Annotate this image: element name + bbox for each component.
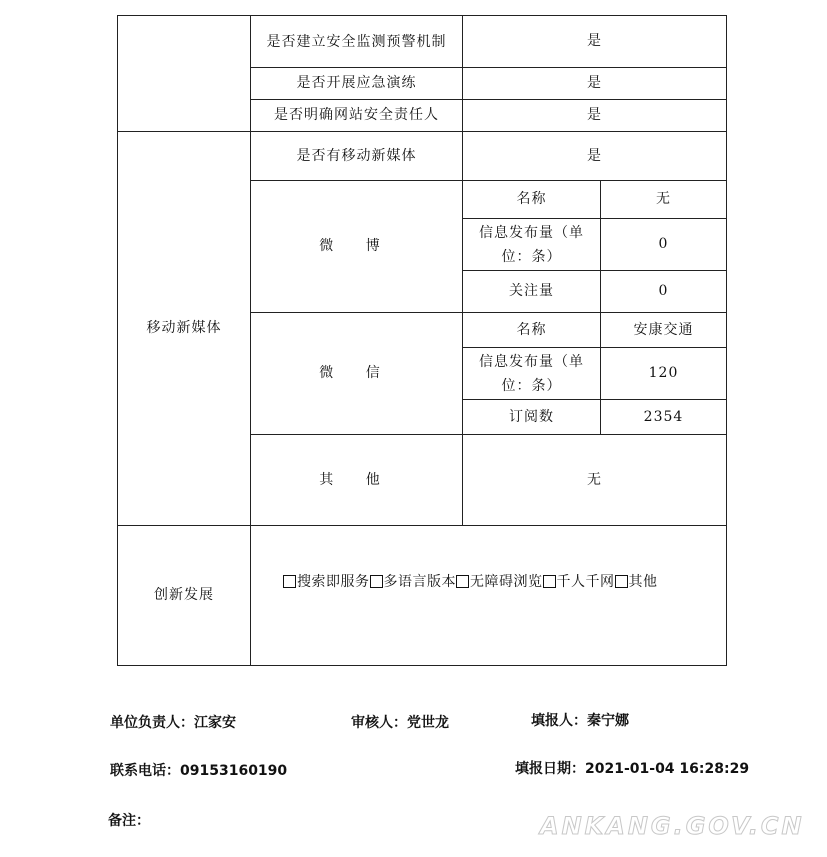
row-label: 是否明确网站安全责任人	[251, 100, 463, 132]
watermark: ANKANG.GOV.CN	[540, 812, 805, 840]
remark: 备注：	[108, 813, 150, 829]
row-value: 是	[463, 16, 727, 68]
other-label: 其 他	[251, 435, 463, 526]
empty-section-cell	[118, 16, 251, 132]
mobile-section-label: 移动新媒体	[118, 132, 251, 526]
weixin-sub-label: 订阅数	[463, 400, 601, 435]
weibo-name-value: 无	[601, 181, 727, 219]
weixin-posts-value: 120	[601, 348, 727, 400]
weibo-posts-label: 信息发布量（单位：条）	[463, 219, 601, 271]
option-label: 其他	[628, 574, 658, 590]
weibo-posts-value: 0	[601, 219, 727, 271]
filler: 填报人：秦宁娜	[531, 713, 629, 729]
reviewer: 审核人：党世龙	[351, 715, 449, 731]
option-label: 千人千网	[556, 574, 615, 590]
checkbox[interactable]	[543, 575, 556, 588]
fill-date: 填报日期：2021-01-04 16:28:29	[515, 761, 750, 777]
checkbox[interactable]	[456, 575, 469, 588]
has-mobile-label: 是否有移动新媒体	[251, 132, 463, 181]
weixin-label: 微 信	[251, 313, 463, 435]
weibo-label: 微 博	[251, 181, 463, 313]
innovation-label: 创新发展	[118, 526, 251, 666]
option-label: 搜索即服务	[297, 574, 370, 590]
contact-phone: 联系电话：09153160190	[110, 763, 288, 779]
weixin-name-label: 名称	[463, 313, 601, 348]
row-label: 是否建立安全监测预警机制	[251, 16, 463, 68]
weibo-follow-label: 关注量	[463, 271, 601, 313]
weixin-posts-label: 信息发布量（单位：条）	[463, 348, 601, 400]
report-table	[117, 15, 727, 666]
weibo-follow-value: 0	[601, 271, 727, 313]
option-label: 多语言版本	[383, 574, 456, 590]
checkbox[interactable]	[370, 575, 383, 588]
option-label: 无障碍浏览	[470, 574, 543, 590]
weixin-name-value: 安康交通	[601, 313, 727, 348]
row-label: 是否开展应急演练	[251, 68, 463, 100]
innovation-options	[251, 526, 727, 666]
checkbox[interactable]	[615, 575, 628, 588]
has-mobile-value: 是	[463, 132, 727, 181]
row-value: 是	[463, 68, 727, 100]
weixin-sub-value: 2354	[601, 400, 727, 435]
row-value: 是	[463, 100, 727, 132]
weibo-name-label: 名称	[463, 181, 601, 219]
checkbox[interactable]	[283, 575, 296, 588]
other-value: 无	[463, 435, 727, 526]
unit-leader: 单位负责人：江家安	[110, 715, 236, 731]
